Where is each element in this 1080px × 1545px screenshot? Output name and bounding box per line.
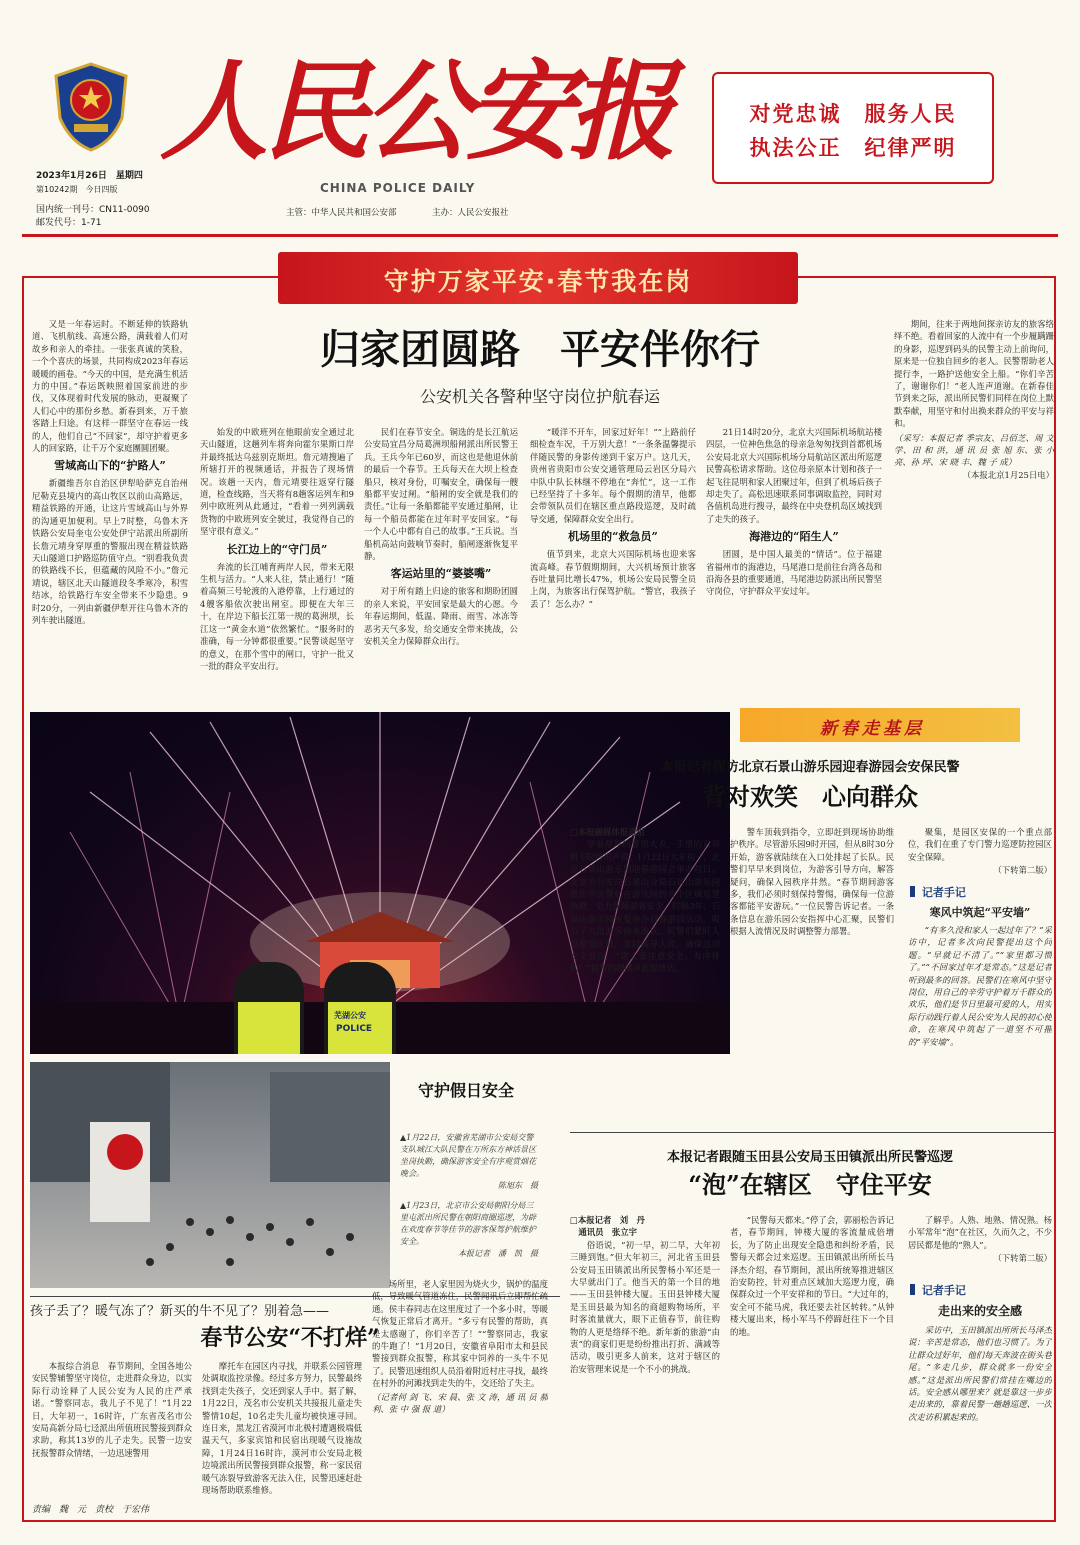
- english-title: CHINA POLICE DAILY: [320, 181, 476, 195]
- police-emblem: [52, 62, 130, 152]
- spring-column-3: [908, 826, 1052, 886]
- feature-kicker: 孩子丢了？暖气冻了？新买的牛不见了？别着急——: [30, 1304, 330, 1319]
- topic-banner: [278, 252, 798, 304]
- spring-ribbon-text: 新春走基层: [820, 719, 925, 739]
- post-code: 邮发代号：1-71: [36, 218, 102, 228]
- lead-column-1: [32, 318, 188, 698]
- lead-body-8: 21日14时20分，北京大兴国际机场航站楼四层，一位神色焦急的母亲急匆匆找到首都机场公安局北京大兴国际机场分局航站区派出所巡逻民警高松请求帮助。这位母亲原本计划和孩子一起飞往昆明和家人团聚过年，但到了机场后孩子却走失了。高松迅速联系同事调取监控，同时对各值机岛进行搜寻，最终在中央登机岛区域找到了走失的孩子。: [706, 427, 882, 524]
- feature-column-1: [32, 1360, 192, 1496]
- spring-note-body: “有多久没和家人一起过年了？”采访中，记者多次向民警提出这个问题。“早就记不清了。”“家里都习惯了。”“不回家过年才是常态。”这是记者听到最多的回答。民警们在寒风中坚守岗位，用自己的辛劳守护着万千群众的欢乐，他们是节日里最可爱的人，用实际行动践行着人民公安为人民的初心使命，在寒风中筑起了一道坚不可摧的“平安墙”。: [908, 925, 1052, 1047]
- spring-body-3: 聚集，是园区安保的一个重点部位，我们在重了专门警力巡逻防控园区安全保障。: [908, 827, 1052, 862]
- newspaper-title: 人民公安报: [160, 49, 671, 175]
- lead-body-10: 期间，往来于两地间探亲访友的旅客络绎不绝。看着回家的人流中有一个步履蹒跚的身影，巡逻到码头的民警主动上前询问，原来是一位独自回乡的老人。民警帮助老人提行李，一路护送他安全上船。“你们辛苦了，谢谢你们！”老人连声道谢。在新春佳节到来之际，派出所民警们同样在岗位上默默奉献，用坚守和付出换来群众的平安与祥和。: [894, 319, 1054, 429]
- lead-body-5: 对于所有踏上归途的旅客和期盼团圆的亲人来说，平安回家是最大的心愿。今年春运期间，低温、降雨、雨雪、冰冻等恶劣天气多发，给交通安全带来挑战，公安机关全力保障群众出行。: [364, 586, 518, 647]
- lead-intro: 又是一年春运时。不断延伸的铁路轨道、飞机航线、高速公路，满载着人们对故乡和亲人的牵挂。一张张真诚的笑脸，一个个喜庆的场景，共同构成2023年春运暖暖的画卷。“今天的中国，是充满生机活力的中国。”春运既映照着国家前进的步伐，又体现着时代发展的脉动，更凝聚了人们心中的那份乡愁。新春到来，万千旅客踏上归途。有这样一群坚守在春运一线的人，他们自己“不回家”，却守护着更多人的回家路，让千万个家庭團圆团聚。: [32, 319, 188, 454]
- spring-body-2: 警车顶载到指令，立即赶到现场协助维护秩序。尽管游乐园9时开园，但从8时30分开始，游客就陆续在入口处排起了长队。民警们早早来到岗位，为游客引导方向，解答疑问，确保入园秩序井然。“春节期间游客多，我们必须时刻保持警惕，确保每一位游客都能平安游玩。”一位民警告诉记者。一条条信息在游乐园公安指挥中心汇聚，民警们根据人流情况及时调整警力部署。: [730, 827, 894, 937]
- lead-body-9: 团圆，是中国人最美的“情话”。位于福建省福州市的海港边，马尾港口是前往台湾各岛和沿海各县的重要通道，马尾港边防派出所民警坚守岗位，守护群众平安过年。: [706, 549, 882, 597]
- spring-ribbon: [740, 708, 1020, 742]
- vest-text-2: POLICE: [336, 1024, 373, 1034]
- guard-caption-2: ▲1月23日，北京市公安局朝阳分局三里屯派出所民警在朝阳商圈巡逻，为辟在欢度春节等佳节的游客保驾护航维护安全。 本报记者 潘 凯 摄: [400, 1201, 538, 1258]
- crowd-photo: [30, 1062, 390, 1288]
- cn-number: 国内统一刊号：CN11-0090: [36, 205, 150, 215]
- patrol-note-title: 走出来的安全感: [937, 1304, 1022, 1318]
- patrol-body-1: 俗语说，“初一早，初二早，大年初三睡到饱。”但大年初三，河北省玉田县公安局玉田镇派出所民警杨小军还是一大早就出门了。他当天的第一个目的地——玉田县钟楼大厦。玉田县钟楼大厦是玉田县最为知名的商超购物场所，平时客流量就大，眼下正值春节，前往购物的人更是络绎不绝。新年新的旅游“由衷”的商家们更是纷纷推出打折、满减等活动，吸引更多人前来，这对于辖区的治安管理来说是一个不小的挑战。: [570, 1239, 720, 1374]
- lead-headline: 归家团圆路 平安伴你行: [320, 326, 760, 373]
- lead-dateline: （本报北京1月25日电）: [962, 469, 1054, 480]
- publisher: 主办：人民公安报社: [432, 208, 509, 218]
- lead-body-4: 民们在春节安全。铜选的是长江航运公安局宜昌分局葛洲坝船闸派出所民警王兵。王兵今年已60岁，而这也是他退休前的最后一个春节。王兵每天在大坝上检查船只，核对身份，叮嘱安全，确保每一艘船都平安过闸。“船闸的安全就是我们的责任。”让每一条船都能平安通过船闸，让每一个船员都能在过年时平安回家。“每一个人心中都有自己的故事。”王兵说。当船机高站向鼓响节奏时，船闸逐渐恢复平静。: [364, 427, 518, 562]
- patrol-column-1: [570, 1214, 720, 1510]
- patrol-jump: （下转第二版）: [993, 1253, 1052, 1264]
- lead-column-2: [200, 426, 354, 698]
- lead-body-3: 奔流的长江哺育两岸人民，带来无限生机与活力。“人来人往，禁止通行！”随着高频三号轮渡的入港停靠，上行通过的4艘客船依次驶出闸室。即便在大年三十，在岸边下船长江第一规的葛洲坝，长江这一“黄金水道”依然繁忙。“服务时的准确，每一分钟都很重要。”民警谈起坚守的意义，在那个雪中的闸口，守护一批又一批的群众平安出行。: [200, 561, 354, 671]
- spring-note-label: 记者手记: [910, 884, 966, 900]
- lead-subhead-4: 机场里的“救急员”: [568, 530, 658, 544]
- spring-column-2: [730, 826, 894, 1122]
- sponsor: 主管：中华人民共和国公安部: [286, 208, 397, 218]
- spring-byline: □本报融媒体报道组: [570, 827, 645, 837]
- lead-subhead-2: 长江边上的“守门员”: [226, 542, 328, 556]
- lead-subtitle: 公安机关各警种坚守岗位护航春运: [419, 387, 660, 406]
- spring-headline: 背对欢笑 心向群众: [702, 782, 918, 811]
- police-officer-right: [324, 962, 396, 1054]
- issue-number: 第10242期 今日四版: [36, 185, 118, 194]
- feature-column-3: [372, 1278, 548, 1496]
- guard-feature-title: 守护假日安全: [417, 1081, 514, 1100]
- lead-column-3: [364, 426, 518, 698]
- masthead-rule: [22, 234, 1058, 237]
- patrol-byline: □本报记者 刘 丹 通讯员 张立宇: [570, 1215, 645, 1238]
- slogan-line-1: 对党忠诚 服务人民: [749, 102, 957, 126]
- editor-line: 责编 魏 元 责校 于宏伟: [32, 1505, 150, 1515]
- lead-column-4: [530, 426, 696, 698]
- feature-column-2: [202, 1360, 362, 1496]
- patrol-body-2: “民警每天都来。”停了会，郭丽松告诉记者，春节期间，钟楼大厦的客流量成倍增长，为了防止出现安全隐患和纠纷矛盾，民警每天都会过来巡逻。玉田镇派出所所长马泽杰介绍，春节期间，派出所统筹推进辖区治安防控，针对重点区域加大巡逻力度，确保群众过一个平安祥和的节日。“大过年的，安全可不能马虎，我还要去社区转转。”从钟楼大厦出来，杨小军马不停蹄赶往下一个目的地。: [730, 1215, 894, 1337]
- feature-body-1: 本报综合消息 春节期间，全国各地公安民警辅警坚守岗位，走进群众身边，以实际行动诠释了人民公安为人民的庄严承诺。“警察同志，我儿子不见了！”1月22日，大年初一，16时许，广东省茂名市公安局高新分局七迳派出所值班民警接到群众求助，称其13岁的儿子走失。民警一边安抚报警群众情绪，一边迅速警用: [32, 1361, 192, 1458]
- spring-kicker: 本报记者探访北京石景山游乐园迎春游园会安保民警: [660, 760, 960, 775]
- feature-body-3: 场所里，老人家里因为烧火少，锅炉的温度低，导致暖气管道冻住，民警闻讯后立即帮忙疏通。侯丰春同志在这里度过了一个多小时，等暖气恢复正常后才离开。“多亏有民警的帮助，真是太感谢了，你们辛苦了！”“警察同志，我家的牛跑了！”1月20日，安徽省阜阳市太和县民警接到群众报警，称其家中饲养的一头牛不见了。民警迅速组织人员沿着附近村庄寻找，最终在村外的河滩找到走失的牛，交还给了失主。: [372, 1279, 548, 1389]
- feature-headline: 春节公安“不打烊”: [200, 1325, 380, 1351]
- patrol-column-3: [908, 1214, 1052, 1274]
- slogan-box: [712, 72, 994, 184]
- lead-credit: （采写：本报记者 季宗友、吕佰芝、周 文 学、田 和 洪，通 讯 员 张 旭 东、张 小 亮、孙 坪、宋 晓 丰、魏 子 成）: [894, 432, 1054, 468]
- lead-subhead-1: 雪域高山下的“护路人”: [54, 459, 166, 473]
- feature-authors: （记者何 剑 飞、宋 晨、张 文 涛，通 讯 员 郝 利、张 中 强 报 道）: [372, 1391, 548, 1415]
- patrol-note-body: 采访中，玉田镇派出所所长马泽杰说：辛苦是常态，他们也习惯了。为了让群众过好年，他们每天奔波在街头巷尾。“多走几步，群众就多一份安全感。”这是派出所民警们常挂在嘴边的话。安全感从哪里来？就是靠这一步步走出来的，靠着民警一趟趟巡逻、一次次走访积累起来的。: [908, 1325, 1052, 1422]
- patrol-kicker: 本报记者跟随玉田县公安局玉田镇派出所民警巡逻: [666, 1150, 953, 1165]
- lead-body-1: 新疆维吾尔自治区伊犁哈萨克自治州尼勒克县境内的高山牧区以前山高路远，精益铁路的开通，让这片雪域高山与外界的沟通更加便利。早上7时整，乌鲁木齐铁路公安局奎屯公安处伊宁站派出所副所长詹元靖身穿厚重的警服出现在精益铁路天山隧道口护路巡防值守点。“别看我负责的铁路线不长，但蕴藏的风险不小。”詹元靖说，辖区北天山隧道段冬季寒冷，积雪结冰，给铁路行车安全带来不少隐患。9时20分，一列由新疆伊犁开往乌鲁木齐的列车驶出隧道。: [32, 478, 188, 625]
- crowd-graphic: [30, 1062, 390, 1288]
- spring-note-title: 寒风中筑起“平安墙”: [929, 906, 1031, 919]
- feature-body-2: 摩托车在园区内寻找，并联系公园管理处调取监控录像。经过多方努力，民警最终找到走失孩子，交还到家人手中。据了解，1月22日，茂名市公安机关共接报儿童走失警情10起，10名走失儿童均被快速寻回。连日来，黑龙江省漠河市北极村遭遇极端低温天气，多家宾馆和民宿出现暖气设施故障，1月24日16时许，漠河市公安局北极边境派出所民警接到群众报警，称一家民宿暖气冻裂导致游客无法入住，民警迅速赶赴现场帮助联系维修。: [202, 1361, 362, 1496]
- patrol-body-3: 了解乎。人熟、地熟、情况熟。杨小军常年“泡”在社区，久而久之，不少居民都是他的“熟人”。: [908, 1215, 1052, 1250]
- vest-text-1: 芜湖公安: [334, 1011, 366, 1020]
- spring-column-1: [570, 826, 720, 1122]
- lead-body-7: 值节到来，北京大兴国际机场也迎来客流高峰。春节假期期间，大兴机场预计旅客吞吐量同比增长47%，机场公安局民警全员上岗，为旅客出行保驾护航。“警官，我孩子丢了！怎么办？”: [530, 549, 696, 609]
- banner-text: 守护万家平安·春节我在岗: [383, 267, 693, 296]
- lead-subhead-3: 客运站里的“婆婆嘴”: [390, 567, 492, 581]
- patrol-note-label: 记者手记: [910, 1282, 966, 1298]
- police-officer-left: [234, 962, 304, 1054]
- lead-subhead-5: 海港边的“陌生人”: [749, 530, 839, 544]
- patrol-column-2: [730, 1214, 894, 1510]
- lead-column-6: [894, 318, 1054, 698]
- slogan-line-2: 执法公正 纪律严明: [749, 136, 957, 160]
- guard-caption-1: ▲1月22日，安徽省芜湖市公安局交警支队城江大队民警在万所东方神话景区坐岗执勤，确保游客安全有序观赏烟花晚会。 陈旭东 摄: [400, 1133, 538, 1190]
- lead-column-5: [706, 426, 882, 698]
- lead-body-2: 始发的中欧班列在他眼前安全通过北天山隧道，这趟列车将奔向霍尔果斯口岸并最终抵达乌兹别克斯坦。詹元靖搜遍了所辖打开的视频通话，并报告了现场情况。该趟一天内，詹元靖要往返穿行隧道，检查线路，当天将有8趟客运列车和9列中欧班列从此通过，“看着一列列满载货物的中欧班列安全驶过，我觉得自己的坚守很有意义。”: [200, 427, 354, 537]
- spring-body-1: 穿着厚厚的警用大衣，手里的对讲机不时传出声音。1月22日大年初一，北京石景山游乐园迎春游园会举办首日，北京市公安局石景山分局石景山游乐园派出所民警们在游乐园的各个区域巡逻执勤，全力保障游客安全。时隔3年，石景山游乐园恢复举办迎春游园活动，吸引了大批游客前来游玩。民警们紧盯人员密集区域，及时疏导人流，确保活动安全有序。“请大家注意安全，有序排队！”民警的提醒声此起彼伏。: [570, 839, 720, 974]
- spring-jump: （下转第二版）: [993, 865, 1052, 876]
- publish-date: 2023年1月26日 星期四: [36, 171, 143, 181]
- lead-body-6: “暖洋不开车，回家过好年！”“上路前仔细检查车况，千万别大意！”一条条温馨提示伴随民警的身影传递到千家万户。这几天，贵州省贵阳市公安交通管理局云岩区分局六中队中队长林继不停地在“奔忙”，这一工作已经坚持了十多年。每个假期的清早，他都会带领队员们在辖区重点路段巡逻，及时疏导交通，保障群众安全出行。: [530, 427, 696, 524]
- patrol-headline: “泡”在辖区 守住平安: [688, 1170, 932, 1199]
